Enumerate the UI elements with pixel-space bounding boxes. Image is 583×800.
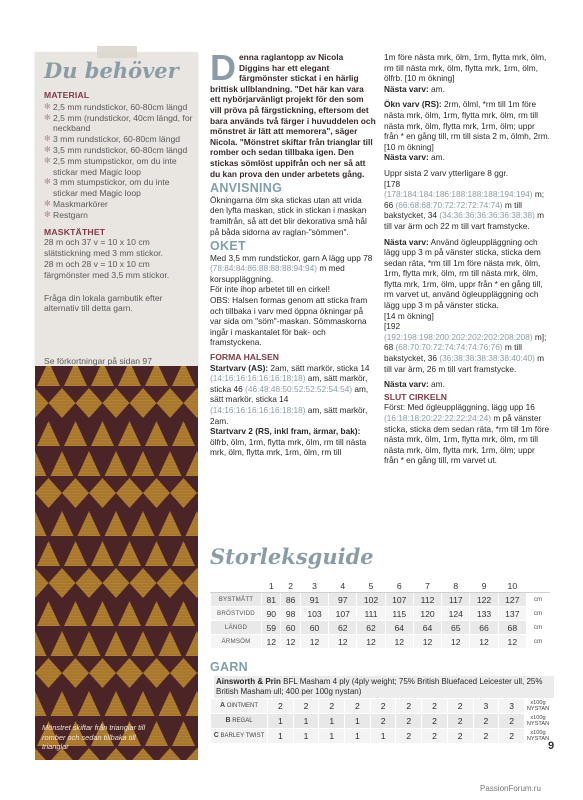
table-cell: 2	[422, 714, 448, 729]
table-cell: 127	[498, 593, 526, 607]
table-row	[211, 699, 552, 714]
list-item: ✻ 3,5 mm rundstickor, 60-80cm längd	[44, 144, 188, 155]
unit-cell: cm	[527, 607, 550, 621]
gauge-text-2: 28 m och 28 v = 10 x 10 cm färgmönster med 3,5 mm stickor.	[44, 258, 170, 280]
table-cell: 91	[300, 593, 328, 607]
anvisning-heading: ANVISNING	[210, 181, 283, 196]
knit-pattern-photo	[35, 366, 198, 760]
table-cell: 62	[329, 621, 357, 635]
row-label: ÄRMSÖM	[211, 635, 262, 649]
materials-sidebar	[35, 52, 198, 366]
knit-pattern-image	[35, 366, 198, 760]
unit-cell: cm	[527, 635, 550, 649]
asterisk-icon: ✻	[44, 101, 51, 111]
table-cell: 122	[470, 593, 498, 607]
unit-cell: x100g NYSTAN	[525, 699, 552, 714]
oket-obs: OBS: Halsen formas genom att sticka fram och tillbaka i varv med öppna ökningar på var sida om "söm"-maskan. Sömmaskorna ingår i maskantalet för bak- och framstyckena.	[210, 295, 368, 348]
table-cell: 124	[442, 607, 470, 621]
size-header-cell: 10	[498, 579, 526, 593]
table-cell: 12	[498, 635, 526, 649]
table-cell: 68	[498, 621, 526, 635]
table-cell: 12	[357, 635, 385, 649]
yarn-color-name: OINTMENT	[226, 703, 259, 709]
yarn-table	[210, 698, 552, 744]
table-cell: 2	[447, 714, 473, 729]
gauge-heading: MASKTÄTHET	[44, 226, 106, 237]
table-cell: 2	[370, 699, 396, 714]
table-row	[211, 621, 550, 635]
next-row-paragraph: Nästa varv: am.	[384, 379, 445, 390]
table-cell: 2	[293, 699, 319, 714]
table-cell: 12	[413, 635, 441, 649]
yarn-description: Ainsworth & Prin BFL Masham 4 ply (4ply weight; 75% British Bluefaced Leicester ull, 25% British Masham ull; 400 per 100g nystan)	[214, 676, 554, 698]
size-header-cell: 1	[262, 579, 281, 593]
table-cell: 12	[262, 635, 281, 649]
table-cell: 97	[329, 593, 357, 607]
table-row	[211, 729, 552, 744]
slut-cirkeln-heading: SLUT CIRKELN	[384, 391, 448, 402]
table-cell: 12	[329, 635, 357, 649]
table-cell: 103	[300, 607, 328, 621]
size-header-cell: 5	[357, 579, 385, 593]
gauge-text-1: 28 m och 37 v = 10 x 10 cm slätstickning med 3 mm stickor.	[44, 237, 163, 259]
table-cell: 2	[447, 729, 473, 744]
table-cell: 12	[281, 635, 300, 649]
photo-caption: Mönstret skiftar från trianglar till romber och sedan tillbaka till trianglar	[42, 723, 146, 752]
list-item: ✻ 3 mm stumpstickor, om du inte stickar med Magic loop	[44, 177, 170, 199]
anvisning-text: Ökningarna ölm ska stickas utan att vrida den lyfta maskan, stick in stickan i maskan framifrån, så att det blir dekorativa små hål på båda sidorna av raglan-"sömmen".	[210, 194, 367, 237]
yarn-code: B	[225, 717, 231, 724]
yarn-color-name: REGAL	[232, 718, 253, 724]
table-cell: 65	[442, 621, 470, 635]
table-cell: 112	[413, 593, 441, 607]
size-table	[210, 578, 550, 649]
table-cell: 115	[385, 607, 413, 621]
table-cell: 12	[442, 635, 470, 649]
table-cell: 133	[470, 607, 498, 621]
sidebar-title: Du behöver	[44, 58, 179, 83]
slut-cirkeln-text: Först: Med ögleuppläggning, lägg upp 16 (16:18:18:20:22:22:22:24:24) m på vänster sticka, sticka dem sedan räta, *rm till 1m före nästa mrk, ölm, 1rm, flytta mrk, ölm, rm till nästa mrk, ölm, flytta mrk, 1rm, ölm; uppr från * en gång till, rm varvet ut.	[384, 402, 550, 466]
list-item: ✻ Restgarn	[44, 209, 88, 220]
unit-cell: x100g NYSTAN	[525, 729, 552, 744]
list-item: ✻ Maskmarkörer	[44, 198, 108, 209]
table-cell: 3	[473, 699, 499, 714]
table-row	[211, 607, 550, 621]
size-header-row	[211, 579, 550, 593]
cast-on-paragraph: Nästa varv: Använd ögleuppläggning och lägg upp 3 m på vänster sticka, sticka dem sedan räta, *rm till 1m före nästa mrk, ölm, 1rm, flytta mrk, ölm, rm till nästa mrk, ölm, flytta mrk, 1rm, ölm, uppr från * en gång till, rm varvet ut, använd ögleuppläggning och lägg upp 3 m på vänster sticka. [14 m ökning] [192 (192:198:198:200:202:202:202:208:208) m]; 68 (68:70:70:72:74:74:74:76:76) m till bakstycket, 36 (36:38:38:38:38:38:40:40) m till var ärm, 26 m till vart framstycke.	[384, 236, 547, 374]
list-item: ✻ 2,5 mm stumpstickor, om du inte stickar med Magic loop	[44, 155, 177, 177]
table-cell: 2	[473, 729, 499, 744]
table-cell: 2	[396, 714, 422, 729]
size-header-cell: 6	[385, 579, 413, 593]
yarn-color-label	[211, 714, 268, 729]
table-cell: 137	[498, 607, 526, 621]
table-cell: 2	[396, 699, 422, 714]
table-cell: 2	[422, 699, 448, 714]
middle-column	[210, 47, 376, 458]
table-cell: 1	[293, 729, 319, 744]
repeat-paragraph: Uppr sista 2 varv ytterligare 8 ggr. [178 (178:184:184:186:188:188:188:194:194) m; 66 (66:68:68:70:72:72:72:74:74) m till bakstycket, 34 (34:36:36:36:36:36:38:38) m till var ärm och 22 m till vart framstycke.	[384, 167, 545, 231]
row-label: LÄNGD	[211, 621, 262, 635]
asterisk-icon: ✻	[44, 198, 51, 208]
table-cell: 2	[422, 729, 448, 744]
tape-decoration	[97, 46, 137, 58]
table-cell: 2	[447, 699, 473, 714]
table-cell: 1	[370, 729, 396, 744]
table-cell: 2	[473, 714, 499, 729]
table-cell: 12	[385, 635, 413, 649]
size-header-cell: 7	[413, 579, 441, 593]
asterisk-icon: ✻	[44, 177, 51, 187]
table-cell: 2	[370, 714, 396, 729]
right-column	[384, 52, 550, 471]
okn-varv-paragraph: Ökn varv (RS): 2rm, ölml, *rm till 1m före nästa mrk, ölm, 1rm, flytta mrk, ölm, rm till nästa mrk, ölm, flytta mrk, 1rm, ölm; uppr från * en gång till, rm till sista 2 m, ölmh, 2rm. [10 m ökning] Nästa varv: am.	[384, 99, 550, 163]
unit-cell: cm	[527, 593, 550, 607]
table-cell: 59	[262, 621, 281, 635]
row-label: BRÖSTVIDD	[211, 607, 262, 621]
watermark: PassionForum.ru	[480, 784, 541, 793]
table-cell: 60	[281, 621, 300, 635]
oket-text: Med 3,5 mm rundstickor, garn A lägg upp 78 (78:84:84:86:88:88:88:94:94) m med korsuppläggning.	[210, 252, 373, 284]
table-cell: 62	[357, 621, 385, 635]
table-cell: 120	[413, 607, 441, 621]
row-label: BYSTMÅTT	[211, 593, 262, 607]
sidebar-body	[44, 90, 196, 314]
list-item: ✻ 3 mm rundstickor, 60-80cm längd	[44, 134, 181, 145]
table-cell: 1	[268, 714, 294, 729]
table-cell: 2	[268, 699, 294, 714]
empty-cell	[527, 579, 550, 593]
abbreviations-note: Se förkortningar på sidan 97	[44, 356, 152, 366]
table-cell: 90	[262, 607, 281, 621]
table-cell: 2	[499, 714, 525, 729]
asterisk-icon: ✻	[44, 209, 51, 219]
table-cell: 2	[345, 699, 371, 714]
yarn-color-label	[211, 729, 268, 744]
drop-cap: D	[210, 47, 236, 88]
table-cell: 107	[385, 593, 413, 607]
size-header-cell: 3	[300, 579, 328, 593]
unit-cell: x100g NYSTAN	[525, 714, 552, 729]
asterisk-icon: ✻	[44, 134, 51, 144]
forma-halsen-heading: FORMA HALSEN	[210, 352, 279, 363]
table-cell: 2	[499, 729, 525, 744]
list-item: ✻ 2,5 mm rundstickor, 60-80cm längd	[44, 101, 188, 112]
list-item: ✻ 2,5 mm (rundstickor, 40cm längd, for neckband	[44, 112, 193, 134]
instruction-paragraph: 1m före nästa mrk, ölm, 1rm, flytta mrk, ölm, rm till nästa mrk, ölm, flytta mrk, 1rm, ölm, ölfrb. [10 m ökning] Nästa varv: am.	[384, 52, 547, 94]
size-header-cell: 8	[442, 579, 470, 593]
table-cell: 98	[281, 607, 300, 621]
table-cell: 64	[385, 621, 413, 635]
table-row	[211, 635, 550, 649]
table-cell: 107	[329, 607, 357, 621]
startvarv-2: Startvarv 2 (RS, inkl fram, ärmar, bak): ölfrb, ölm, 1rm, flytta mrk, ölm, rm till nästa mrk, ölm, flytta mrk, 1rm, ölm, rm till	[210, 426, 367, 458]
table-cell: 102	[357, 593, 385, 607]
yarn-color-label	[211, 699, 268, 714]
page-number: 9	[548, 740, 555, 752]
table-cell: 1	[319, 714, 345, 729]
table-cell: 64	[413, 621, 441, 635]
size-guide-title: Storleksguide	[210, 544, 374, 569]
table-cell: 1	[345, 729, 371, 744]
table-cell: 2	[396, 729, 422, 744]
intro-paragraph: Denna raglantopp av Nicola Diggins har ett elegant färgmönster stickat i en härlig brittisk ullblandning. "Det här kan vara ett nybörjarvänligt projekt för den som vill pröva på färgstickning, eftersom det bara används två färger i huvuddelen och mönstret är lätt att memorera", säger Nicola. "Mönstret skiftar från trianglar till romber och sedan tillbaka igen. Den stickas sömlöst uppifrån och ner så att du kan prova den under arbetets gång.	[210, 47, 376, 179]
size-header-cell: 9	[470, 579, 498, 593]
garn-heading: GARN	[210, 660, 249, 674]
table-cell: 111	[357, 607, 385, 621]
material-heading: MATERIAL	[44, 90, 90, 100]
empty-cell	[211, 579, 262, 593]
unit-cell: cm	[527, 621, 550, 635]
asterisk-icon: ✻	[44, 155, 51, 165]
oket-note: För inte ihop arbetet till en cirkel!	[210, 284, 330, 295]
table-cell: 3	[499, 699, 525, 714]
asterisk-icon: ✻	[44, 144, 51, 154]
table-cell: 12	[300, 635, 328, 649]
size-header-cell: 4	[329, 579, 357, 593]
table-cell: 1	[345, 714, 371, 729]
table-row	[211, 593, 550, 607]
asterisk-icon: ✻	[44, 112, 51, 122]
table-row	[211, 714, 552, 729]
table-cell: 66	[470, 621, 498, 635]
oket-heading: OKET	[210, 239, 246, 254]
yarn-shop-note: Fråga din lokala garnbutik efter alternativ till detta garn.	[44, 292, 163, 314]
table-cell: 2	[319, 699, 345, 714]
table-cell: 1	[319, 729, 345, 744]
table-cell: 81	[262, 593, 281, 607]
size-header-cell: 2	[281, 579, 300, 593]
yarn-color-name: BARLEY TWIST	[220, 733, 265, 739]
yarn-code: A	[219, 702, 226, 709]
table-cell: 86	[281, 593, 300, 607]
table-cell: 1	[268, 729, 294, 744]
material-list	[44, 102, 196, 221]
table-cell: 60	[300, 621, 328, 635]
startvarv-1: Startvarv (AS): 2am, sätt markör, sticka 14 (14:16:16:16:16:16:18:18) am, sätt markör, sticka 46 (46:48:48:50:52:52:52:54:54) am, sätt markör, sticka 14 (14:16:16:16:16:16:18:18) am, sätt markör, 2am.	[210, 362, 370, 426]
table-cell: 12	[470, 635, 498, 649]
yarn-code: C	[213, 732, 219, 739]
table-cell: 117	[442, 593, 470, 607]
table-cell: 1	[293, 714, 319, 729]
